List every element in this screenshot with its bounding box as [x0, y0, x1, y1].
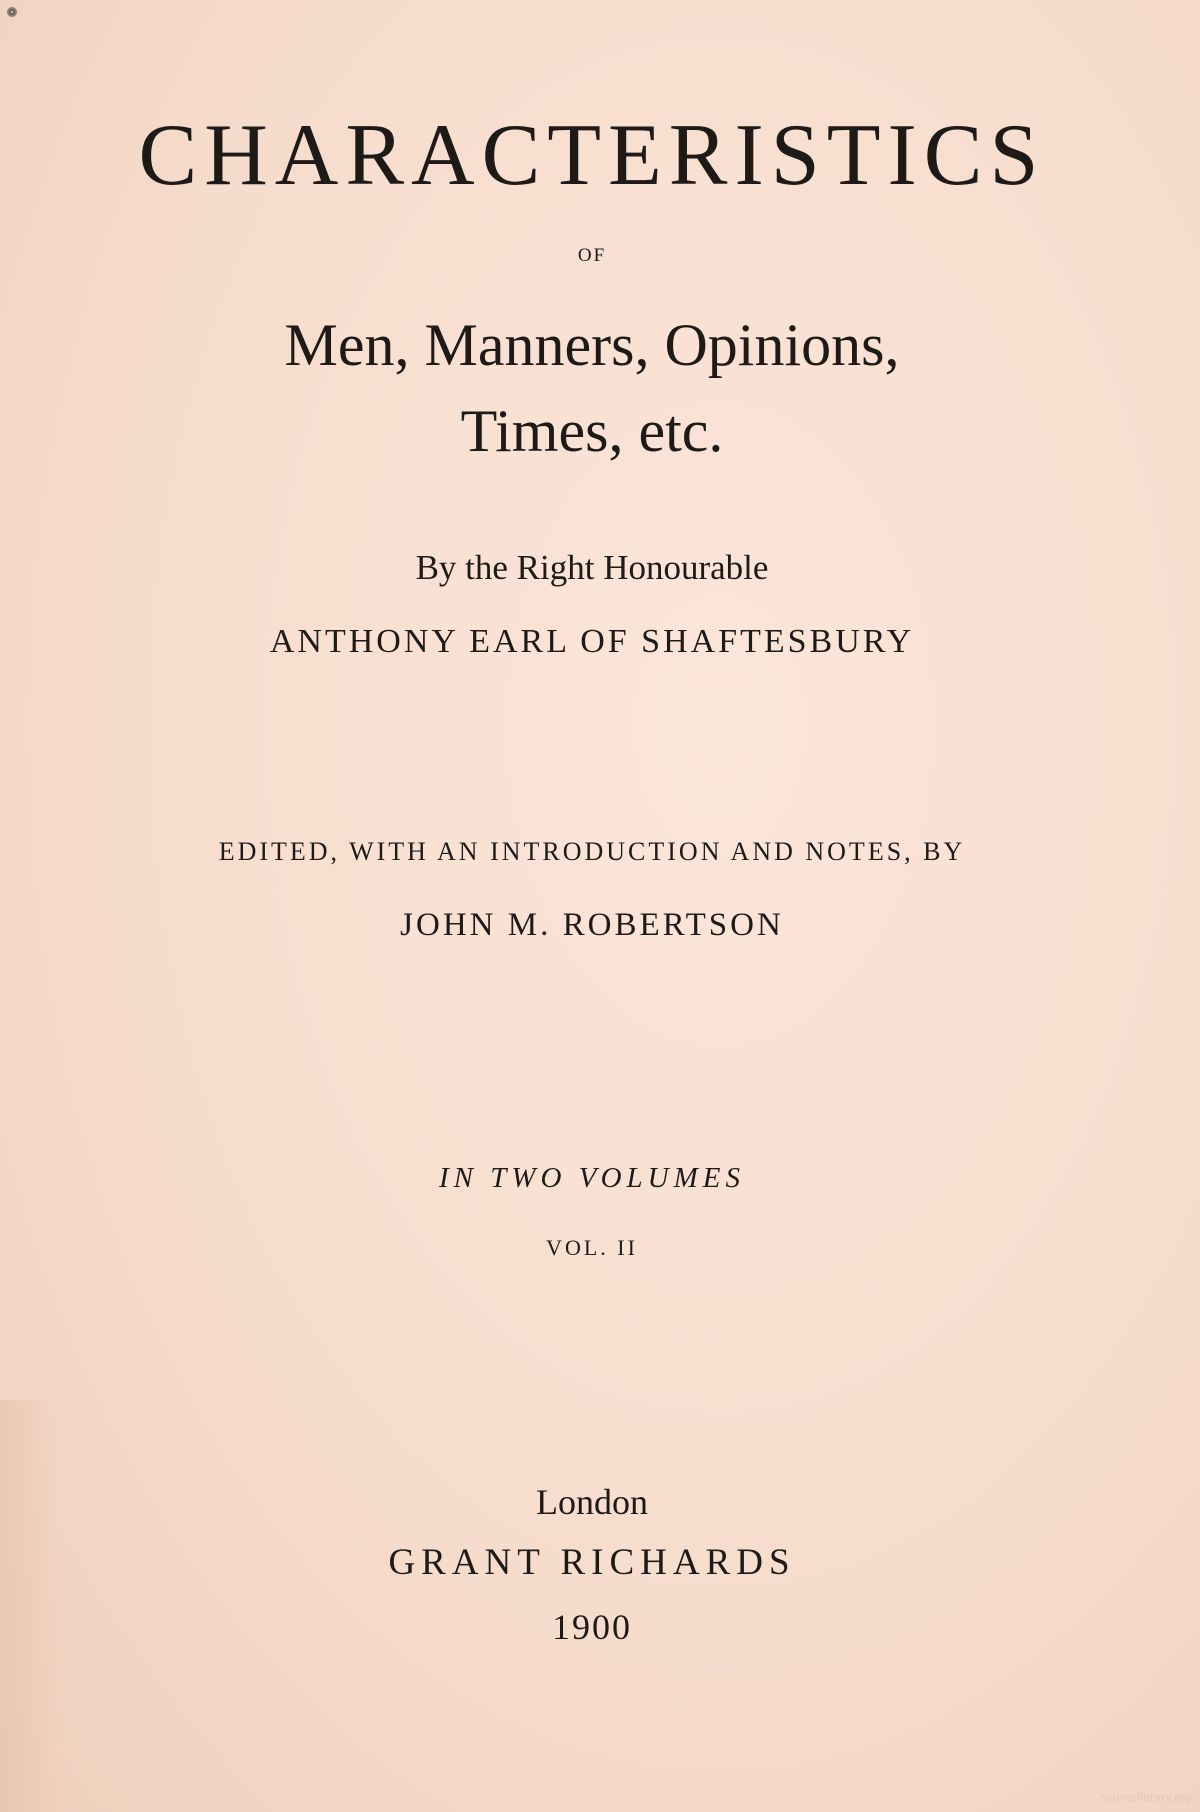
watermark: sourcelibrary.org: [1100, 1791, 1192, 1804]
volume-number: VOL. II: [546, 1235, 638, 1260]
binding-hole-icon: [7, 7, 17, 17]
subtitle-line-2: Times, etc.: [460, 398, 724, 464]
publisher: GRANT RICHARDS: [388, 1542, 796, 1583]
title-of: OF: [577, 245, 607, 266]
publication-year: 1900: [552, 1607, 632, 1647]
by-line: By the Right Honourable: [415, 548, 769, 587]
publication-place: London: [536, 1482, 648, 1522]
editor: JOHN M. ROBERTSON: [400, 907, 784, 943]
volumes-note: IN TWO VOLUMES: [439, 1162, 745, 1194]
subtitle-line-1: Men, Manners, Opinions,: [284, 312, 900, 378]
book-title: CHARACTERISTICS: [138, 107, 1046, 204]
page-stain: [0, 1400, 60, 1812]
edited-by: EDITED, WITH AN INTRODUCTION AND NOTES, BY: [218, 837, 966, 866]
author: ANTHONY EARL OF SHAFTESBURY: [269, 623, 915, 660]
